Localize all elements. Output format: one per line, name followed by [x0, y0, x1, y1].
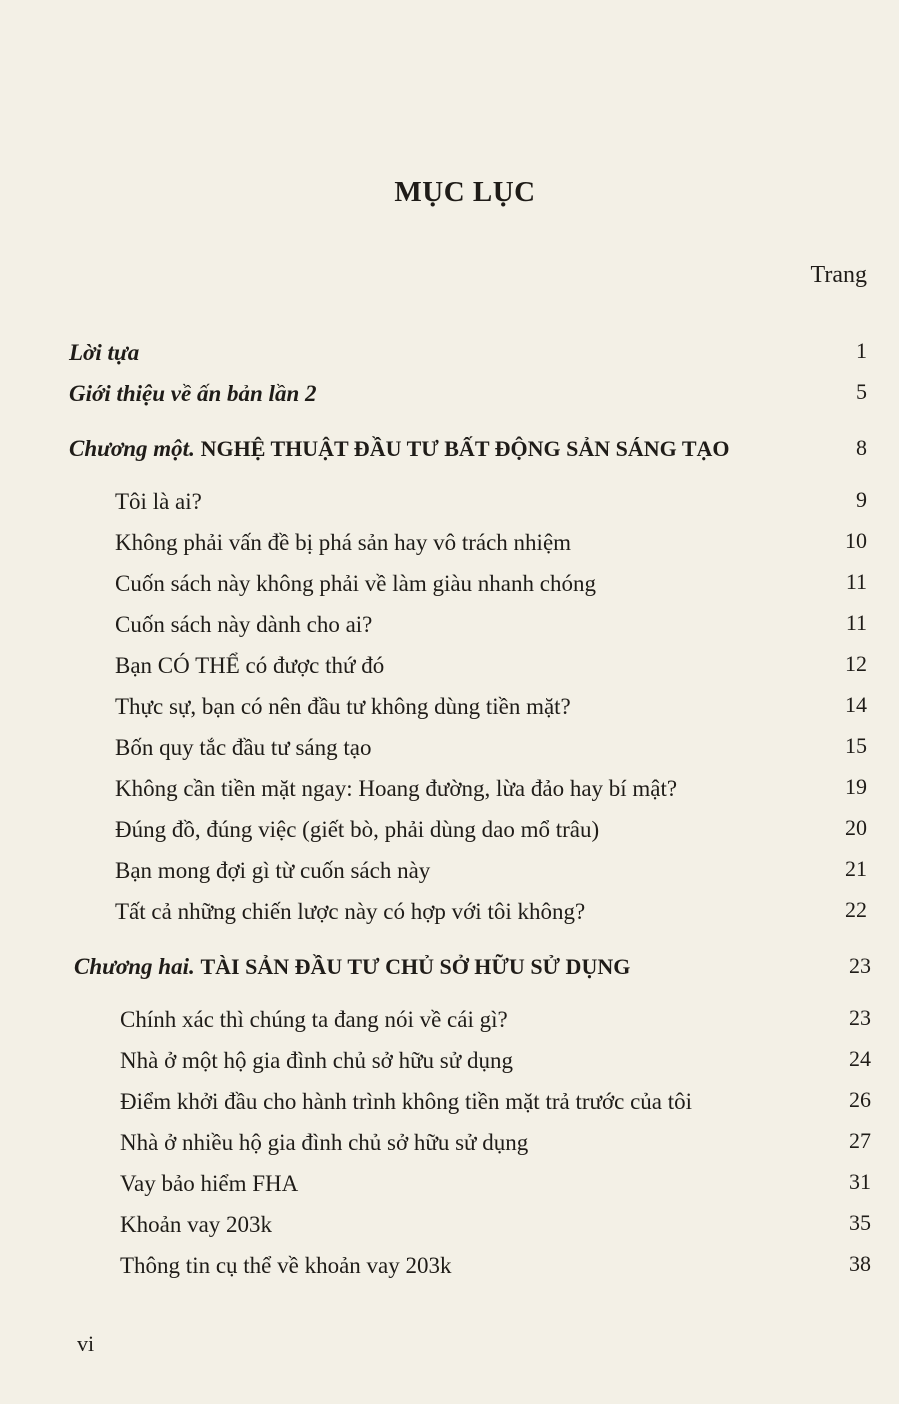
toc-page-number: 19 — [845, 774, 867, 799]
page-column-header: Trang — [810, 262, 867, 288]
footer-page-number: vi — [77, 1331, 95, 1356]
toc-entry[interactable]: Bốn quy tắc đầu tư sáng tạo — [115, 735, 372, 760]
toc-page-number: 9 — [856, 487, 867, 512]
toc-entry[interactable]: Không phải vấn đề bị phá sản hay vô trách nhiệm — [115, 530, 572, 555]
chapter-title: NGHỆ THUẬT ĐẦU TƯ BẤT ĐỘNG SẢN SÁNG TẠO — [200, 436, 730, 461]
toc-page-number: 22 — [845, 897, 867, 922]
toc-page-number: 12 — [845, 651, 867, 676]
toc-entry[interactable]: Điểm khởi đầu cho hành trình không tiền mặt trả trước của tôi — [120, 1089, 693, 1114]
toc-page-number: 14 — [845, 692, 867, 717]
toc-entry[interactable]: Khoản vay 203k — [120, 1212, 273, 1237]
toc-page-number: 1 — [856, 338, 867, 363]
toc-page-number: 24 — [849, 1046, 871, 1071]
toc-page-number: 5 — [856, 379, 867, 404]
chapter-label: Chương hai. — [74, 954, 195, 979]
chapter-label: Chương một. — [69, 436, 195, 461]
toc-entry[interactable]: Tất cả những chiến lược này có hợp với tôi không? — [115, 899, 586, 924]
toc-page-number: 11 — [845, 569, 867, 594]
toc-page-number: 35 — [849, 1210, 871, 1235]
toc-entry[interactable]: Nhà ở nhiều hộ gia đình chủ sở hữu sử dụng — [120, 1130, 529, 1155]
toc-page-number: 15 — [845, 733, 867, 758]
chapter-title: TÀI SẢN ĐẦU TƯ CHỦ SỞ HỮU SỬ DỤNG — [200, 954, 631, 979]
toc-entry[interactable]: Chính xác thì chúng ta đang nói về cái gì? — [120, 1007, 508, 1032]
toc-page-number: 8 — [856, 435, 867, 460]
toc-chapter-two[interactable] — [74, 954, 630, 980]
toc-entry[interactable]: Bạn mong đợi gì từ cuốn sách này — [115, 858, 431, 883]
toc-entry[interactable]: Bạn CÓ THỂ có được thứ đó — [115, 653, 385, 678]
toc-page-number: 10 — [845, 528, 867, 553]
toc-page-number: 23 — [849, 953, 871, 978]
toc-chapter-one[interactable] — [69, 436, 730, 462]
toc-entry[interactable]: Không cần tiền mặt ngay: Hoang đường, lừa đảo hay bí mật? — [115, 776, 678, 801]
toc-entry[interactable]: Tôi là ai? — [115, 489, 202, 514]
toc-entry[interactable]: Cuốn sách này không phải về làm giàu nhanh chóng — [115, 571, 596, 596]
toc-entry-preface[interactable]: Lời tựa — [69, 340, 140, 365]
toc-page-number: 20 — [845, 815, 867, 840]
toc-page-number: 23 — [849, 1005, 871, 1030]
toc-page-number: 27 — [849, 1128, 871, 1153]
toc-entry[interactable]: Thông tin cụ thể về khoản vay 203k — [120, 1253, 452, 1278]
toc-entry[interactable]: Vay bảo hiểm FHA — [120, 1171, 299, 1196]
toc-entry[interactable]: Thực sự, bạn có nên đầu tư không dùng tiền mặt? — [115, 694, 571, 719]
page-title: MỤC LỤC — [394, 176, 536, 208]
toc-entry[interactable]: Nhà ở một hộ gia đình chủ sở hữu sử dụng — [120, 1048, 513, 1073]
toc-page-number: 26 — [849, 1087, 871, 1112]
toc-entry[interactable]: Đúng đồ, đúng việc (giết bò, phải dùng dao mổ trâu) — [115, 817, 600, 842]
toc-entry[interactable]: Cuốn sách này dành cho ai? — [115, 612, 373, 637]
toc-entry-intro[interactable]: Giới thiệu về ấn bản lần 2 — [69, 381, 317, 406]
toc-page-number: 38 — [849, 1251, 871, 1276]
toc-page-number: 11 — [845, 610, 867, 635]
toc-page-number: 31 — [849, 1169, 871, 1194]
toc-page-number: 21 — [845, 856, 867, 881]
